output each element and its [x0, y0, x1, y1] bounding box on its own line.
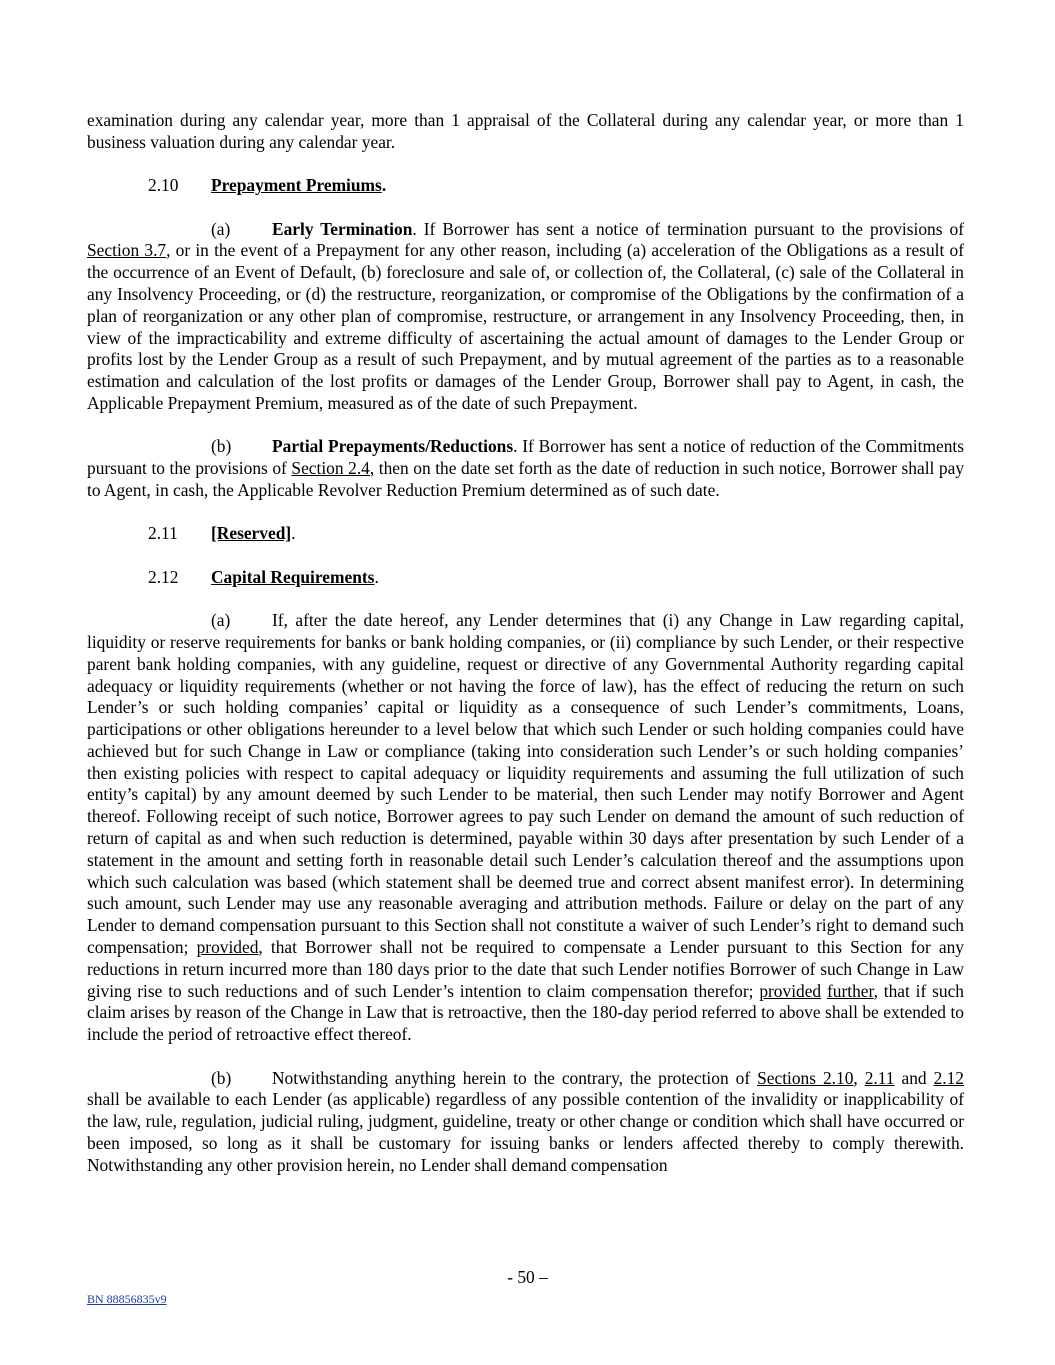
paragraph-2-10-b: (b) Partial Prepayments/Reductions. If Borrower has sent a notice of reduction of the Commitments pursuant to the provisions of Section 2.4, then on the date set forth as the date of reduction in such notice, Borrower shall pay to Agent, in cash, the Applicable Revolver Reduction Premium determined as of such date. — [87, 436, 965, 500]
section-number: 2.12 — [148, 566, 179, 587]
clause-title: Partial Prepayments/Reductions — [272, 436, 514, 457]
clause-label: (a) — [211, 610, 231, 631]
paragraph-2-12-b: (b) Notwithstanding anything herein to the contrary, the protection of Sections 2.10, 2.11 and 2.12 shall be available to each Lender (as applicable) regardless of any possible contention of the invalidity or inapplicability of the law, rule, regulation, judicial ruling, judgment, guideline, treaty or other change or condition which shall have occurred or been imposed, so long as it shall be customary for issuing banks or lenders affected thereby to comply therewith. Notwithstanding any other provision herein, no Lender shall demand compensation — [87, 1067, 964, 1175]
section-heading-2-10: 2.10 Prepayment Premiums. — [148, 175, 387, 196]
section-heading-2-12: 2.12 Capital Requirements. — [148, 566, 379, 587]
cross-reference-link[interactable]: 2.12 — [933, 1067, 964, 1088]
clause-label: (b) — [211, 436, 232, 457]
section-title: [Reserved] — [211, 523, 292, 544]
provided-term: provided — [196, 937, 259, 958]
document-body — [87, 110, 964, 1177]
further-term: further — [826, 980, 874, 1001]
document-id: BN 88856835v9 — [87, 1292, 167, 1306]
cross-reference-link[interactable]: Section 3.7 — [87, 240, 167, 261]
page-number: - 50 – — [507, 1267, 548, 1287]
cross-reference-link[interactable]: 2.11 — [864, 1067, 895, 1088]
clause-label: (b) — [211, 1067, 232, 1088]
section-title: Prepayment Premiums — [211, 175, 382, 196]
continuation-paragraph: examination during any calendar year, more than 1 appraisal of the Collateral during any calendar year, or more than 1 business valuation during any calendar year. — [87, 110, 964, 152]
paragraph-2-12-a: (a) If, after the date hereof, any Lender determines that (i) any Change in Law regarding capital, liquidity or reserve requirements for banks or bank holding companies, or (ii) compliance by such Lender, or their respective parent bank holding companies, with any guideline, request or directive of any Governmental Authority regarding capital adequacy or liquidity requirements (whether or not having the force of law), has the effect of reducing the return on such Lender’s or such holding companies’ capital or liquidity as a consequence of such Lender’s commitments, Loans, participations or other obligations hereunder to a level below that which such Lender or such holding companies could have achieved but for such Change in Law or compliance (taking into consideration such Lender’s or such holding companies’ then existing policies with respect to capital adequacy or liquidity requirements and assuming the full utilization of such entity’s capital) by any amount deemed by such Lender to be material, then such Lender may notify Borrower and Agent thereof. Following receipt of such notice, Borrower agrees to pay such Lender on demand the amount of such reduction of return of capital as and when such reduction is determined, payable within 30 days after presentation by such Lender of a statement in the amount and setting forth in reasonable detail such Lender’s calculation thereof and the assumptions upon which such calculation was based (which statement shall be deemed true and correct absent manifest error). In determining such amount, such Lender may use any reasonable averaging and attribution methods. Failure or delay on the part of any Lender to demand compensation pursuant to this Section shall not constitute a waiver of such Lender’s right to demand such compensation; provided, that Borrower shall not be required to compensate a Lender pursuant to this Section for any reductions in return incurred more than 180 days prior to the date that such Lender notifies Borrower of such Change in Law giving rise to such reductions and of such Lender’s intention to claim compensation therefor; provided further, that if such claim arises by reason of the Change in Law that is retroactive, then the 180-day period referred to above shall be extended to include the period of retroactive effect thereof. — [87, 610, 964, 1045]
provided-term: provided — [759, 980, 822, 1001]
section-number: 2.10 — [148, 175, 179, 196]
section-number: 2.11 — [148, 523, 178, 544]
clause-title: Early Termination — [272, 218, 413, 239]
cross-reference-link[interactable]: Sections 2.10 — [757, 1067, 854, 1088]
cross-reference-link[interactable]: Section 2.4 — [291, 458, 370, 479]
section-heading-2-11: 2.11 [Reserved]. — [148, 523, 296, 544]
clause-label: (a) — [211, 218, 231, 239]
paragraph-2-10-a: (a) Early Termination. If Borrower has sent a notice of termination pursuant to the provisions of Section 3.7, or in the event of a Prepayment for any other reason, including (a) acceleration of the Obligations as a result of the occurrence of an Event of Default, (b) foreclosure and sale of, or collection of, the Collateral, (c) sale of the Collateral in any Insolvency Proceeding, or (d) the restructure, reorganization, or compromise of the Obligations by the confirmation of a plan of reorganization or any other plan of compromise, restructure, or arrangement in any Insolvency Proceeding, then, in view of the impracticability and extreme difficulty of ascertaining the actual amount of damages to the Lender Group or profits lost by the Lender Group as a result of such Prepayment, and by mutual agreement of the parties as to a reasonable estimation and calculation of the lost profits or damages of the Lender Group, Borrower shall pay to Agent, in cash, the Applicable Prepayment Premium, measured as of the date of such Prepayment. — [87, 218, 964, 413]
section-title: Capital Requirements — [211, 566, 375, 587]
